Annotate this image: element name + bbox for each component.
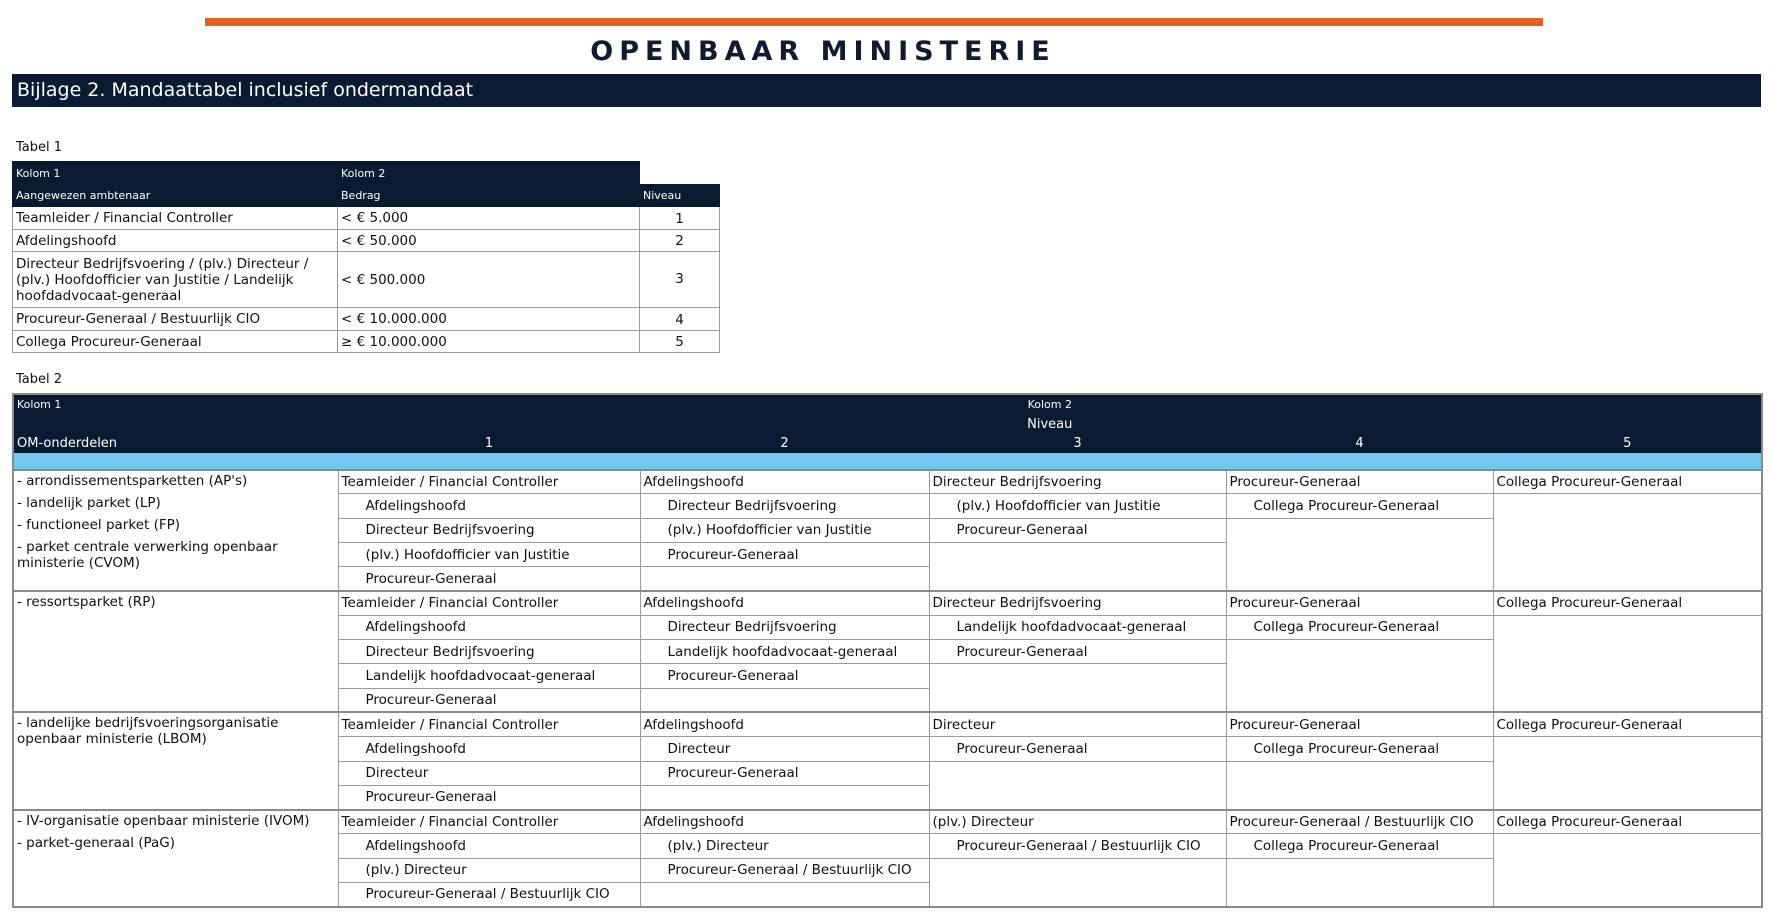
empty-cell — [929, 542, 1226, 591]
t1-ambtenaar-cell: Collega Procureur-Generaal — [13, 331, 338, 353]
t1-ambtenaar-cell: Directeur Bedrijfsvoering / (plv.) Directeur / (plv.) Hoofdofficier van Justitie / Landelijk hoofdadvocaat-generaal — [13, 252, 338, 308]
table2 — [12, 393, 1763, 908]
om-onderdeel-cell — [13, 591, 338, 712]
t1-bedrag-cell: < € 5.000 — [338, 207, 640, 230]
empty-cell — [929, 858, 1226, 907]
t1-kolom1-header: Kolom 1 — [13, 162, 338, 185]
t1-niveau-cell: 3 — [640, 252, 720, 308]
mandate-cell: (plv.) Hoofdofficier van Justitie — [338, 542, 640, 566]
mandate-cell: Afdelingshoofd — [338, 834, 640, 858]
page-title: Bijlage 2. Mandaattabel inclusief ondermandaat — [12, 74, 1761, 107]
table-row — [13, 591, 1762, 615]
t2-level-header: 2 — [640, 434, 929, 452]
mandate-cell: Procureur-Generaal / Bestuurlijk CIO — [338, 883, 640, 907]
mandate-cell: (plv.) Directeur — [338, 858, 640, 882]
om-onderdeel: - landelijke bedrijfsvoeringsorganisatie openbaar ministerie (LBOM) — [17, 715, 279, 748]
mandate-cell: Procureur-Generaal — [1226, 712, 1493, 736]
t1-bedrag-cell: < € 50.000 — [338, 230, 640, 252]
mandate-cell: Procureur-Generaal — [929, 640, 1226, 664]
mandate-cell: Afdelingshoofd — [640, 810, 929, 834]
mandate-cell: Collega Procureur-Generaal — [1493, 591, 1762, 615]
t1-bedrag-header: Bedrag — [338, 185, 640, 207]
mandate-cell: Procureur-Generaal — [1226, 470, 1493, 494]
empty-cell — [640, 567, 929, 591]
mandate-cell: Procureur-Generaal — [1226, 591, 1493, 615]
om-onderdeel: - functioneel parket (FP) — [17, 516, 181, 533]
empty-cell — [1493, 615, 1762, 712]
om-onderdeel-cell — [13, 712, 338, 809]
mandate-cell: Procureur-Generaal — [640, 542, 929, 566]
table-row — [13, 810, 1762, 834]
mandate-cell: Teamleider / Financial Controller — [338, 591, 640, 615]
mandate-cell: (plv.) Directeur — [929, 810, 1226, 834]
mandate-cell: Procureur-Generaal / Bestuurlijk CIO — [1226, 810, 1493, 834]
empty-cell — [640, 883, 929, 907]
empty-cell — [1226, 640, 1493, 713]
om-onderdeel-cell — [13, 810, 338, 907]
mandate-cell: Collega Procureur-Generaal — [1493, 470, 1762, 494]
mandate-cell: Afdelingshoofd — [640, 591, 929, 615]
om-onderdeel: - ressortsparket (RP) — [17, 593, 156, 610]
empty-cell — [929, 761, 1226, 810]
mandate-cell: Procureur-Generaal — [640, 664, 929, 688]
t1-bedrag-cell: ≥ € 10.000.000 — [338, 331, 640, 353]
t2-niveau-header: Niveau — [338, 414, 1762, 434]
table1-label: Tabel 1 — [16, 140, 63, 155]
mandate-cell: Directeur Bedrijfsvoering — [338, 518, 640, 542]
t1-ambtenaar-cell: Procureur-Generaal / Bestuurlijk CIO — [13, 308, 338, 331]
empty-cell — [1226, 858, 1493, 907]
mandate-cell: Collega Procureur-Generaal — [1493, 712, 1762, 736]
mandate-cell: Directeur Bedrijfsvoering — [338, 640, 640, 664]
t1-niveau-cell: 1 — [640, 207, 720, 230]
t2-level-header: 5 — [1493, 434, 1762, 452]
table-row — [13, 470, 1762, 494]
om-onderdeel: - parket-generaal (PaG) — [17, 834, 176, 851]
table2-label: Tabel 2 — [16, 372, 63, 387]
mandate-cell: Procureur-Generaal — [929, 518, 1226, 542]
mandate-cell: Procureur-Generaal — [338, 688, 640, 712]
mandate-cell: Teamleider / Financial Controller — [338, 470, 640, 494]
mandate-cell: Landelijk hoofdadvocaat-generaal — [640, 640, 929, 664]
mandate-cell: Procureur-Generaal — [929, 737, 1226, 761]
mandate-cell: Procureur-Generaal / Bestuurlijk CIO — [640, 858, 929, 882]
mandate-cell: Landelijk hoofdadvocaat-generaal — [338, 664, 640, 688]
brand-logo-text: OPENBAAR MINISTERIE — [590, 36, 1056, 67]
om-onderdeel-cell — [13, 470, 338, 591]
mandate-cell: Collega Procureur-Generaal — [1226, 737, 1493, 761]
mandate-cell: Directeur — [929, 712, 1226, 736]
om-onderdeel: - parket centrale verwerking openbaar ministerie (CVOM) — [17, 538, 278, 571]
t1-niveau-header: Niveau — [640, 185, 720, 207]
t2-om-header: OM-onderdelen — [13, 414, 338, 452]
t1-kolom2-header: Kolom 2 — [338, 162, 640, 185]
t2-highlight-row — [13, 452, 1762, 470]
empty-cell — [929, 664, 1226, 713]
t2-kolom1-header: Kolom 1 — [13, 394, 338, 414]
t1-ambtenaar-cell: Teamleider / Financial Controller — [13, 207, 338, 230]
mandate-cell: Collega Procureur-Generaal — [1226, 834, 1493, 858]
empty-cell — [1226, 761, 1493, 810]
mandate-cell: Procureur-Generaal — [338, 785, 640, 809]
mandate-cell: Directeur Bedrijfsvoering — [929, 591, 1226, 615]
mandate-cell: Directeur Bedrijfsvoering — [640, 494, 929, 518]
t1-bedrag-cell: < € 500.000 — [338, 252, 640, 308]
t1-niveau-cell: 4 — [640, 308, 720, 331]
mandate-cell: Landelijk hoofdadvocaat-generaal — [929, 615, 1226, 639]
mandate-cell: Collega Procureur-Generaal — [1493, 810, 1762, 834]
empty-cell — [1493, 737, 1762, 810]
t1-niveau-cell: 2 — [640, 230, 720, 252]
om-onderdeel: - arrondissementsparketten (AP's) — [17, 472, 248, 489]
t1-bedrag-cell: < € 10.000.000 — [338, 308, 640, 331]
mandate-cell: Collega Procureur-Generaal — [1226, 615, 1493, 639]
t1-niveau-cell: 5 — [640, 331, 720, 353]
empty-cell — [1226, 518, 1493, 591]
t2-kolom2-header: Kolom 2 — [338, 394, 1762, 414]
mandate-cell: Afdelingshoofd — [640, 470, 929, 494]
empty-cell — [640, 688, 929, 712]
mandate-cell: Procureur-Generaal — [338, 567, 640, 591]
t2-level-header: 3 — [929, 434, 1226, 452]
mandate-cell: Procureur-Generaal — [640, 761, 929, 785]
mandate-cell: Collega Procureur-Generaal — [1226, 494, 1493, 518]
mandate-cell: Directeur — [640, 737, 929, 761]
mandate-cell: (plv.) Hoofdofficier van Justitie — [929, 494, 1226, 518]
mandate-cell: Teamleider / Financial Controller — [338, 810, 640, 834]
empty-cell — [1493, 834, 1762, 907]
mandate-cell: Directeur Bedrijfsvoering — [929, 470, 1226, 494]
table1 — [12, 161, 720, 353]
mandate-cell: (plv.) Directeur — [640, 834, 929, 858]
om-onderdeel: - IV-organisatie openbaar ministerie (IVOM) — [17, 812, 310, 829]
om-onderdeel: - landelijk parket (LP) — [17, 494, 161, 511]
mandate-cell: Directeur — [338, 761, 640, 785]
mandate-cell: (plv.) Hoofdofficier van Justitie — [640, 518, 929, 542]
mandate-cell: Afdelingshoofd — [338, 494, 640, 518]
mandate-cell: Procureur-Generaal / Bestuurlijk CIO — [929, 834, 1226, 858]
empty-cell — [1493, 494, 1762, 591]
table-row — [13, 712, 1762, 736]
t2-level-header: 1 — [338, 434, 640, 452]
orange-accent-line — [205, 18, 1543, 26]
mandate-cell: Teamleider / Financial Controller — [338, 712, 640, 736]
t1-ambtenaar-cell: Afdelingshoofd — [13, 230, 338, 252]
t1-ambtenaar-header: Aangewezen ambtenaar — [13, 185, 338, 207]
mandate-cell: Afdelingshoofd — [338, 737, 640, 761]
mandate-cell: Directeur Bedrijfsvoering — [640, 615, 929, 639]
mandate-cell: Afdelingshoofd — [338, 615, 640, 639]
t2-level-header: 4 — [1226, 434, 1493, 452]
mandate-cell: Afdelingshoofd — [640, 712, 929, 736]
empty-cell — [640, 785, 929, 809]
